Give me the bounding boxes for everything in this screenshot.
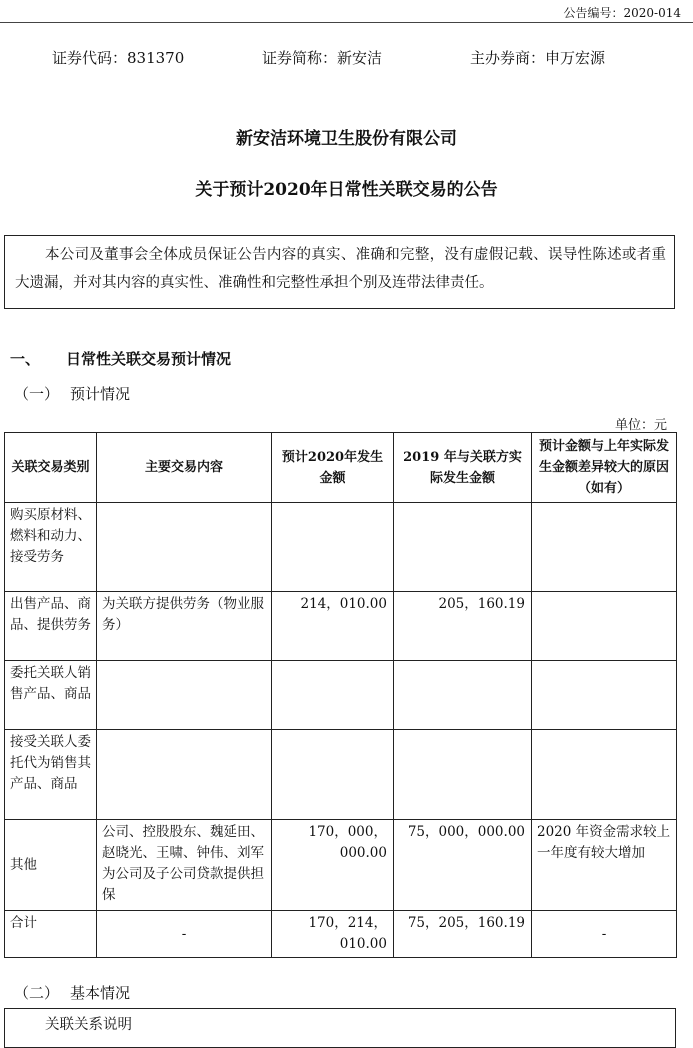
sponsor-broker: 主办券商：申万宏源 xyxy=(470,49,606,67)
notice-text: 本公司及董事会全体成员保证公告内容的真实、准确和完整，没有虚假记载、误导性陈述或者重大遗漏，并对其内容的真实性、准确性和完整性承担个别及连带法律责任。 xyxy=(15,247,666,291)
total-label: 合计 xyxy=(5,911,97,958)
cell-category: 接受关联人委托代为销售其产品、商品 xyxy=(5,730,97,820)
cell-content xyxy=(97,661,272,730)
company-name: 新安洁环境卫生股份有限公司 xyxy=(236,129,457,149)
cell-category: 出售产品、商品、提供劳务 xyxy=(5,592,97,661)
cell-reason xyxy=(532,661,677,730)
total-content: - xyxy=(97,911,272,958)
cell-actual: 205，160.19 xyxy=(394,592,532,661)
subsection-number: （一） xyxy=(14,385,60,403)
header-category: 关联交易类别 xyxy=(5,433,97,503)
related-transactions-table xyxy=(4,432,677,958)
header-actual: 2019 年与关联方实际发生金额 xyxy=(394,433,532,503)
cell-content xyxy=(97,503,272,592)
header-forecast: 预计2020年发生金额 xyxy=(272,433,394,503)
cell-content: 为关联方提供劳务（物业服务） xyxy=(97,592,272,661)
total-reason: - xyxy=(532,911,677,958)
table-row xyxy=(5,730,677,820)
cell-actual xyxy=(394,661,532,730)
total-forecast: 170，214，010.00 xyxy=(272,911,394,958)
table-header-row xyxy=(5,433,677,503)
cell-forecast xyxy=(272,661,394,730)
cell-content: 公司、控股股东、魏延田、赵晓光、王啸、钟伟、刘军为公司及子公司贷款提供担保 xyxy=(97,820,272,911)
cell-actual xyxy=(394,730,532,820)
cell-category: 其他 xyxy=(5,820,97,911)
table-row xyxy=(5,661,677,730)
section-heading-1 xyxy=(10,348,231,369)
document-number: 公告编号：2020-014 xyxy=(563,6,681,20)
cell-forecast xyxy=(272,730,394,820)
subsection-heading-1 xyxy=(14,383,130,404)
cell-forecast: 170，000，000.00 xyxy=(272,820,394,911)
cell-reason: 2020 年资金需求较上一年度有较大增加 xyxy=(532,820,677,911)
notice-box xyxy=(4,235,675,309)
security-name: 证券简称：新安洁 xyxy=(262,49,383,67)
subsection-heading-2 xyxy=(14,982,130,1003)
relation-box xyxy=(4,1008,676,1048)
cell-forecast: 214，010.00 xyxy=(272,592,394,661)
security-code: 证券代码：831370 xyxy=(52,49,185,67)
table-row xyxy=(5,820,677,911)
table-total-row xyxy=(5,911,677,958)
total-actual: 75，205，160.19 xyxy=(394,911,532,958)
subsection-number: （二） xyxy=(14,984,60,1002)
subsection-title: 预计情况 xyxy=(70,385,131,403)
cell-actual xyxy=(394,503,532,592)
cell-reason xyxy=(532,503,677,592)
cell-actual: 75，000，000.00 xyxy=(394,820,532,911)
cell-reason xyxy=(532,592,677,661)
relation-label: 关联关系说明 xyxy=(45,1017,132,1033)
cell-reason xyxy=(532,730,677,820)
header-content: 主要交易内容 xyxy=(97,433,272,503)
unit-label: 单位：元 xyxy=(614,418,667,433)
cell-forecast xyxy=(272,503,394,592)
table-row xyxy=(5,592,677,661)
table-row xyxy=(5,503,677,592)
cell-content xyxy=(97,730,272,820)
header-divider xyxy=(0,22,693,23)
cell-category: 购买原材料、燃料和动力、接受劳务 xyxy=(5,503,97,592)
subsection-title: 基本情况 xyxy=(70,984,131,1002)
cell-category: 委托关联人销售产品、商品 xyxy=(5,661,97,730)
section-number: 一、 xyxy=(10,350,41,368)
section-title: 日常性关联交易预计情况 xyxy=(66,350,232,368)
header-reason: 预计金额与上年实际发生金额差异较大的原因（如有） xyxy=(532,433,677,503)
announcement-title: 关于预计2020年日常性关联交易的公告 xyxy=(195,180,498,200)
